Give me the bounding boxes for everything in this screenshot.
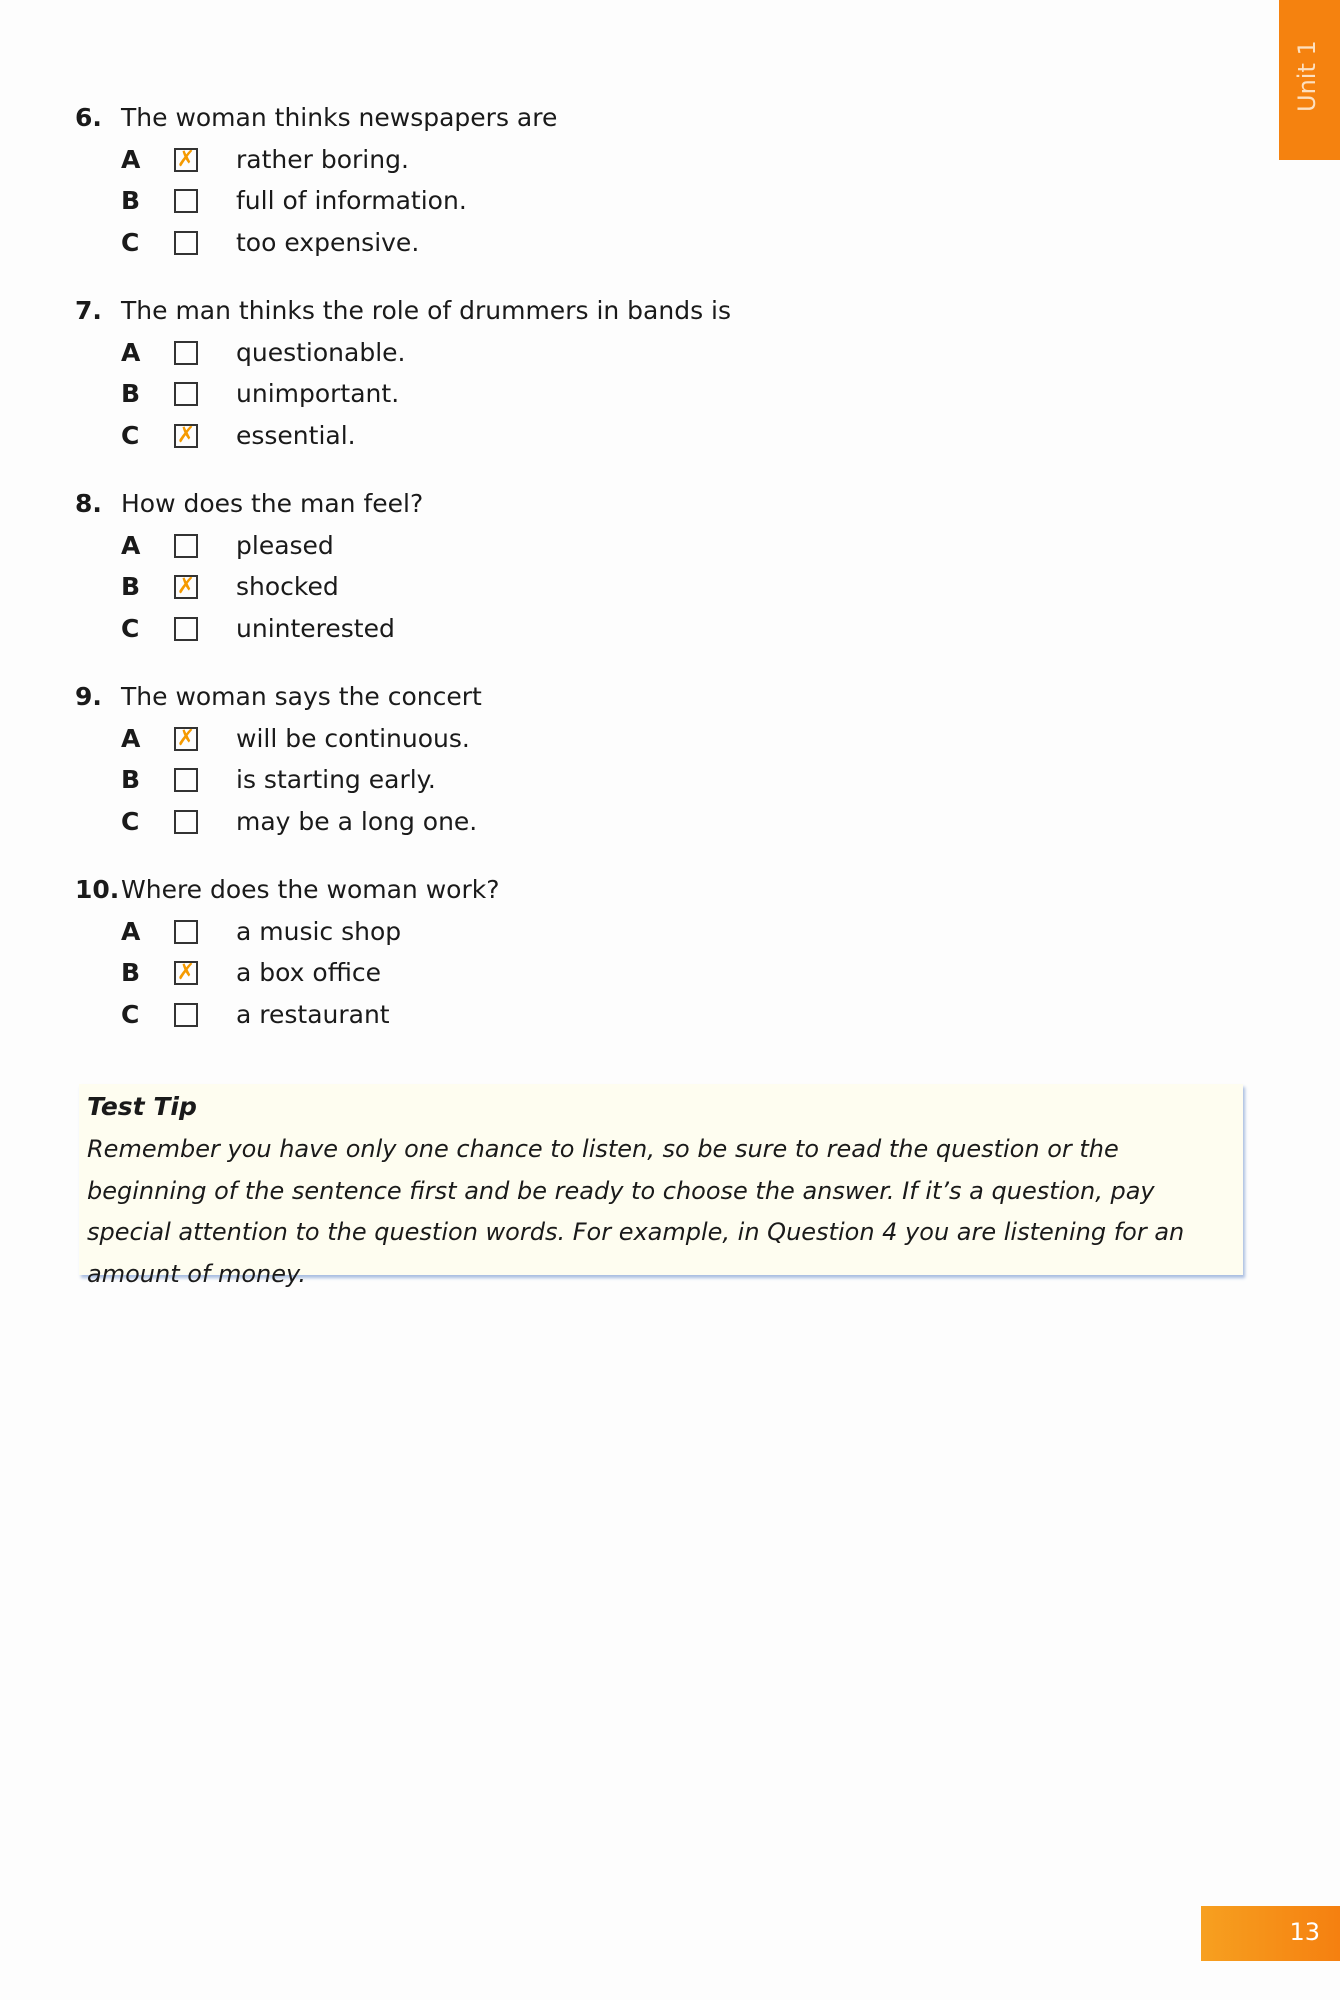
option-text: a music shop xyxy=(236,916,402,946)
option-b[interactable] xyxy=(72,373,872,415)
option-letter: C xyxy=(121,420,140,450)
answer-checkbox[interactable] xyxy=(174,382,198,406)
answer-checkbox[interactable] xyxy=(174,231,198,255)
option-letter: B xyxy=(121,765,141,794)
answer-checkbox[interactable] xyxy=(174,148,198,172)
answer-checkbox[interactable] xyxy=(174,1003,198,1027)
option-text: full of information. xyxy=(236,186,467,215)
option-letter: B xyxy=(121,572,141,601)
check-mark-icon: ✗ xyxy=(176,960,196,985)
option-a[interactable] xyxy=(72,525,872,567)
option-c[interactable] xyxy=(72,222,872,264)
option-letter: B xyxy=(121,379,141,408)
option-letter: A xyxy=(121,337,141,367)
option-letter: B xyxy=(121,186,141,215)
option-text: a box office xyxy=(236,958,381,987)
option-a[interactable] xyxy=(72,139,872,181)
answer-checkbox[interactable] xyxy=(174,617,198,641)
option-text: essential. xyxy=(236,420,356,450)
option-text: rather boring. xyxy=(236,144,409,174)
option-a[interactable] xyxy=(72,911,872,953)
answer-checkbox[interactable] xyxy=(174,575,198,599)
answer-checkbox[interactable] xyxy=(174,810,198,834)
option-text: will be continuous. xyxy=(236,723,470,753)
question-number: 6. xyxy=(75,103,102,132)
question-number: 9. xyxy=(75,682,102,711)
answer-checkbox[interactable] xyxy=(174,189,198,213)
option-c[interactable] xyxy=(72,801,872,843)
question-6 xyxy=(72,97,872,263)
option-text: unimportant. xyxy=(236,379,400,408)
question-7 xyxy=(72,290,872,456)
question-text: Where does the woman work? xyxy=(121,875,500,904)
check-mark-icon: ✗ xyxy=(176,725,196,751)
option-b[interactable] xyxy=(72,180,872,222)
option-letter: C xyxy=(121,227,140,257)
question-9 xyxy=(72,676,872,842)
tip-title: Test Tip xyxy=(87,1092,197,1121)
option-text: questionable. xyxy=(236,337,406,367)
answer-checkbox[interactable] xyxy=(174,341,198,365)
option-b[interactable] xyxy=(72,566,872,608)
tip-body: Remember you have only one chance to listen, so be sure to read the question or the beginning of the sentence first and be ready to choose the answer. If it’s a question, pay special attention to the question words. For example, in Question 4 you are listening for an amount of money. xyxy=(87,1135,1185,1288)
option-text: a restaurant xyxy=(236,999,390,1029)
question-8 xyxy=(72,483,872,649)
option-text: may be a long one. xyxy=(236,806,478,836)
check-mark-icon: ✗ xyxy=(176,574,196,599)
option-text: uninterested xyxy=(236,613,395,643)
question-text: The man thinks the role of drummers in bands is xyxy=(121,296,732,325)
page-number: 13 xyxy=(1289,1918,1320,1946)
question-number: 10. xyxy=(75,875,120,904)
option-b[interactable] xyxy=(72,952,872,994)
option-letter: B xyxy=(121,958,141,987)
answer-checkbox[interactable] xyxy=(174,768,198,792)
check-mark-icon: ✗ xyxy=(176,422,196,448)
option-letter: C xyxy=(121,613,140,643)
answer-checkbox[interactable] xyxy=(174,727,198,751)
option-a[interactable] xyxy=(72,718,872,760)
option-text: is starting early. xyxy=(236,765,436,794)
question-10 xyxy=(72,869,872,1035)
option-text: pleased xyxy=(236,530,334,560)
option-letter: A xyxy=(121,530,141,560)
option-b[interactable] xyxy=(72,759,872,801)
answer-checkbox[interactable] xyxy=(174,534,198,558)
page-number-tab xyxy=(1201,1906,1340,1961)
check-mark-icon: ✗ xyxy=(176,146,196,172)
answer-checkbox[interactable] xyxy=(174,424,198,448)
option-letter: A xyxy=(121,723,141,753)
option-letter: C xyxy=(121,806,140,836)
question-text: How does the man feel? xyxy=(121,489,424,518)
option-text: too expensive. xyxy=(236,227,420,257)
option-c[interactable] xyxy=(72,608,872,650)
option-letter: A xyxy=(121,916,141,946)
unit-label: Unit 1 xyxy=(1293,40,1321,112)
option-a[interactable] xyxy=(72,332,872,374)
answer-checkbox[interactable] xyxy=(174,920,198,944)
question-text: The woman thinks newspapers are xyxy=(121,103,558,132)
option-text: shocked xyxy=(236,572,339,601)
test-tip-box xyxy=(79,1084,1243,1288)
question-number: 7. xyxy=(75,296,102,325)
unit-tab xyxy=(1279,0,1340,160)
answer-checkbox[interactable] xyxy=(174,961,198,985)
question-text: The woman says the concert xyxy=(121,682,482,711)
option-letter: A xyxy=(121,144,141,174)
option-c[interactable] xyxy=(72,415,872,457)
option-c[interactable] xyxy=(72,994,872,1036)
question-number: 8. xyxy=(75,489,102,518)
option-letter: C xyxy=(121,999,140,1029)
